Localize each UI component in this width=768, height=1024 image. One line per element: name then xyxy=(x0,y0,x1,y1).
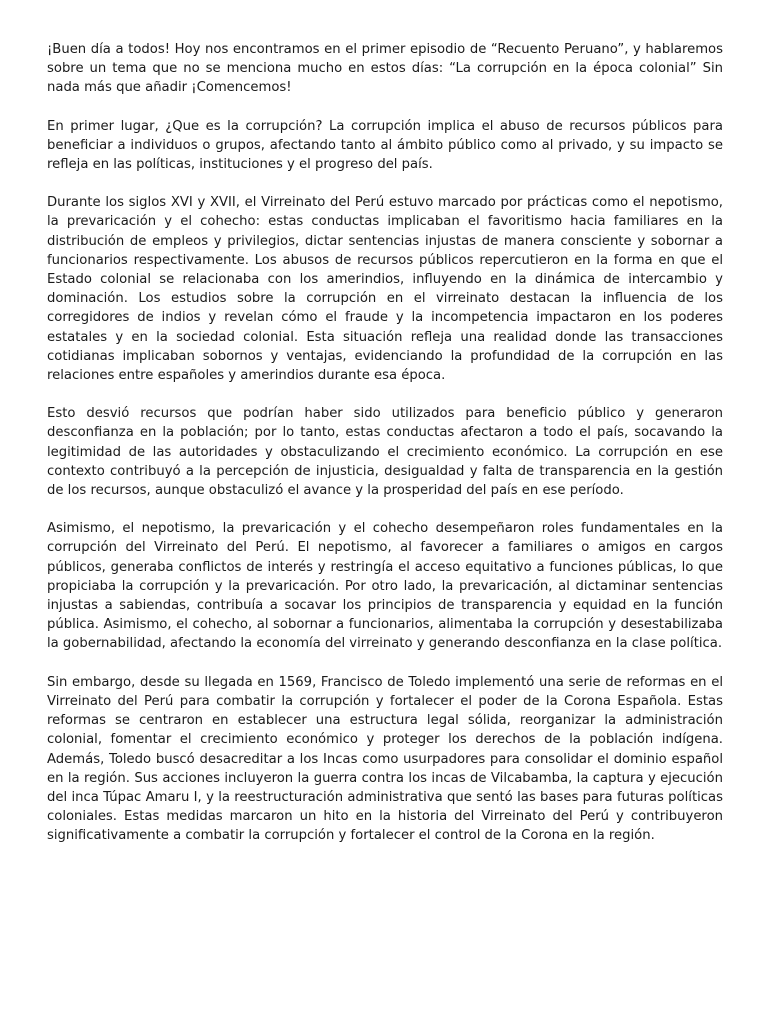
paragraph-reforms: Sin embargo, desde su llegada en 1569, Francisco de Toledo implementó una serie de reformas en el Virreinato del Perú para combatir la corrupción y fortalecer el poder de la Corona Española. Estas reformas se centraron en establecer una estructura legal sólida, reorganizar la administración colonial, fomentar el crecimiento económico y proteger los derechos de la población indígena. Además, Toledo buscó desacreditar a los Incas como usurpadores para consolidar el dominio español en la región. Sus acciones incluyeron la guerra contra los incas de Vilcabamba, la captura y ejecución del inca Túpac Amaru I, y la reestructuración administrativa que sentó las bases para futuras políticas coloniales. Estas medidas marcaron un hito en la historia del Virreinato del Perú y contribuyeron significativamente a combatir la corrupción y fortalecer el control de la Corona en la región. xyxy=(47,674,723,844)
paragraph-intro: ¡Buen día a todos! Hoy nos encontramos en el primer episodio de “Recuento Peruano”, y hablaremos sobre un tema que no se menciona mucho en estos días: “La corrupción en la época colonial” Sin nada más que añadir ¡Comencemos! xyxy=(47,42,723,96)
paragraph-practices: Durante los siglos XVI y XVII, el Virreinato del Perú estuvo marcado por prácticas como el nepotismo, la prevaricación y el cohecho: estas conductas implicaban el favoritismo hacia familiares en la distribución de empleos y privilegios, dictar sentencias injustas de manera consciente y sobornar a funcionarios respectivamente. Los abusos de recursos públicos repercutieron en la forma en que el Estado colonial se relacionaba con los amerindios, influyendo en la dinámica de intercambio y dominación. Los estudios sobre la corrupción en el virreinato destacan la influencia de los corregidores de indios y revelan cómo el fraude y la incompetencia impactaron en los poderes estatales y en la sociedad colonial. Esta situación refleja una realidad donde las transacciones cotidianas implicaban sobornos y ventajas, evidenciando la profundidad de la corrupción en las relaciones entre españoles y amerindios durante esa época. xyxy=(47,195,723,384)
paragraph-definition: En primer lugar, ¿Que es la corrupción? La corrupción implica el abuso de recursos públicos para beneficiar a individuos o grupos, afectando tanto al ámbito público como al privado, y su impacto se refleja en las políticas, instituciones y el progreso del país. xyxy=(47,118,723,173)
document-page xyxy=(47,40,723,865)
paragraph-effects: Esto desvió recursos que podrían haber sido utilizados para beneficio público y generaron desconfianza en la población; por lo tanto, estas conductas afectaron a todo el país, socavando la legitimidad de las autoridades y obstaculizando el crecimiento económico. La corrupción en ese contexto contribuyó a la percepción de injusticia, desigualdad y falta de transparencia en la gestión de los recursos, aunque obstaculizó el avance y la prosperidad del país en ese período. xyxy=(47,406,723,499)
paragraph-roles: Asimismo, el nepotismo, la prevaricación y el cohecho desempeñaron roles fundamentales en la corrupción del Virreinato del Perú. El nepotismo, al favorecer a familiares o amigos en cargos públicos, generaba conflictos de interés y restringía el acceso equitativo a funciones públicas, lo que propiciaba la corrupción y la prevaricación. Por otro lado, la prevaricación, al dictaminar sentencias injustas a sabiendas, contribuía a socavar los principios de transparencia y equidad en la función pública. Asimismo, el cohecho, al sobornar a funcionarios, alimentaba la corrupción y desestabilizaba la gobernabilidad, afectando la economía del virreinato y generando desconfianza en la clase política. xyxy=(47,521,723,652)
